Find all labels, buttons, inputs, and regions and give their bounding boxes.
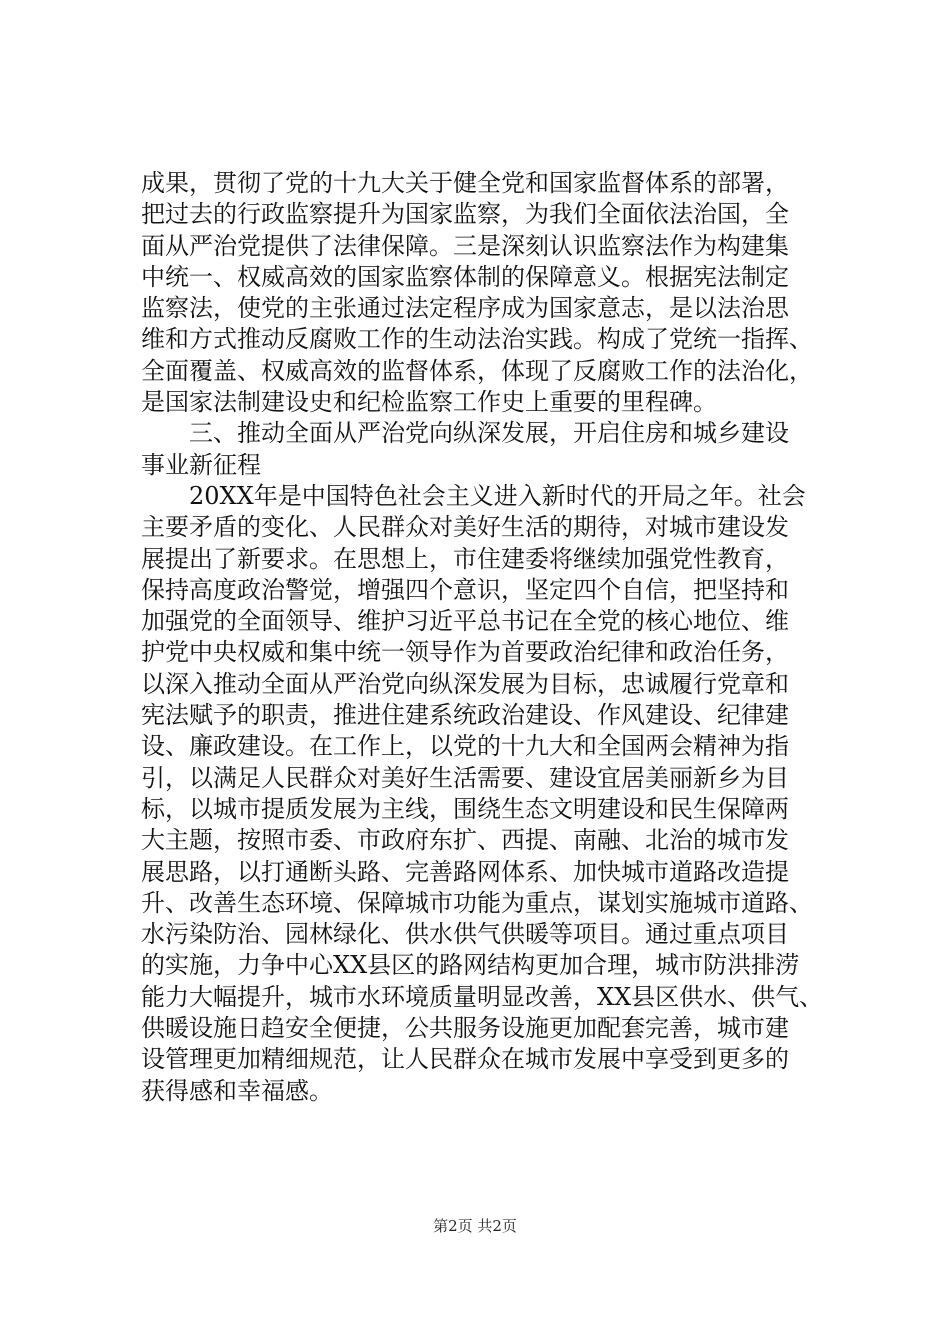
text-line-16: 护党中央权威和集中统一领导作为首要政治纪律和政治任务，: [141, 638, 789, 667]
text-line-5: 监察法，使党的主张通过法定程序成为国家意志，是以法治思: [141, 294, 789, 323]
text-line-13: 展提出了新要求。在思想上，市住建委将继续加强党性教育，: [141, 544, 789, 573]
text-line-22: 大主题，按照市委、市政府东扩、西提、南融、北治的城市发: [141, 826, 789, 855]
text-line-19: 设、廉政建设。在工作上，以党的十九大和全国两会精神为指: [141, 732, 789, 761]
section-heading-line-1: 三、推动全面从严治党向纵深发展，开启住房和城乡建设: [141, 419, 789, 448]
text-line-15: 加强党的全面领导、维护习近平总书记在全党的核心地位、维: [141, 607, 789, 636]
text-line-30: 获得感和幸福感。: [141, 1076, 333, 1105]
section-heading-line-2: 事业新征程: [141, 450, 261, 479]
text-line-2: 把过去的行政监察提升为国家监察，为我们全面依法治国，全: [141, 200, 789, 229]
text-line-23: 展思路，以打通断头路、完善路网体系、加快城市道路改造提: [141, 857, 789, 886]
text-line-1: 成果，贯彻了党的十九大关于健全党和国家监督体系的部署，: [141, 169, 789, 197]
text-line-6: 维和方式推动反腐败工作的生动法治实践。构成了党统一指挥、: [141, 325, 813, 354]
text-line-3: 面从严治党提供了法律保障。三是深刻认识监察法作为构建集: [141, 231, 789, 260]
text-line-29: 设管理更加精细规范，让人民群众在城市发展中享受到更多的: [141, 1045, 789, 1074]
text-line-12: 主要矛盾的变化、人民群众对美好生活的期待，对城市建设发: [141, 513, 789, 542]
text-line-20: 引，以满足人民群众对美好生活需要、建设宜居美丽新乡为目: [141, 763, 789, 792]
page-number-footer: 第2页 共2页: [433, 1217, 517, 1235]
text-line-14: 保持高度政治警觉，增强四个意识，坚定四个自信，把坚持和: [141, 575, 789, 604]
text-line-24: 升、改善生态环境、保障城市功能为重点，谋划实施城市道路、: [141, 888, 813, 917]
text-line-21: 标，以城市提质发展为主线，围绕生态文明建设和民生保障两: [141, 794, 789, 823]
body-text: [141, 168, 824, 1107]
text-line-26: 的实施，力争中心XX县区的路网结构更加合理，城市防洪排涝: [141, 951, 800, 980]
text-line-27: 能力大幅提升，城市水环境质量明显改善，XX县区供水、供气、: [141, 982, 824, 1011]
text-line-8: 是国家法制建设史和纪检监察工作史上重要的里程碑。: [141, 388, 717, 417]
text-line-11: 20XX年是中国特色社会主义进入新时代的开局之年。社会: [141, 481, 806, 510]
text-line-25: 水污染防治、园林绿化、供水供气供暖等项目。通过重点项目: [141, 920, 789, 949]
text-line-17: 以深入推动全面从严治党向纵深发展为目标，忠诚履行党章和: [141, 669, 789, 698]
text-line-28: 供暖设施日趋安全便捷，公共服务设施更加配套完善，城市建: [141, 1014, 789, 1043]
text-line-7: 全面覆盖、权威高效的监督体系，体现了反腐败工作的法治化，: [141, 356, 813, 385]
text-line-4: 中统一、权威高效的国家监察体制的保障意义。根据宪法制定: [141, 262, 789, 291]
text-line-18: 宪法赋予的职责，推进住建系统政治建设、作风建设、纪律建: [141, 701, 789, 730]
